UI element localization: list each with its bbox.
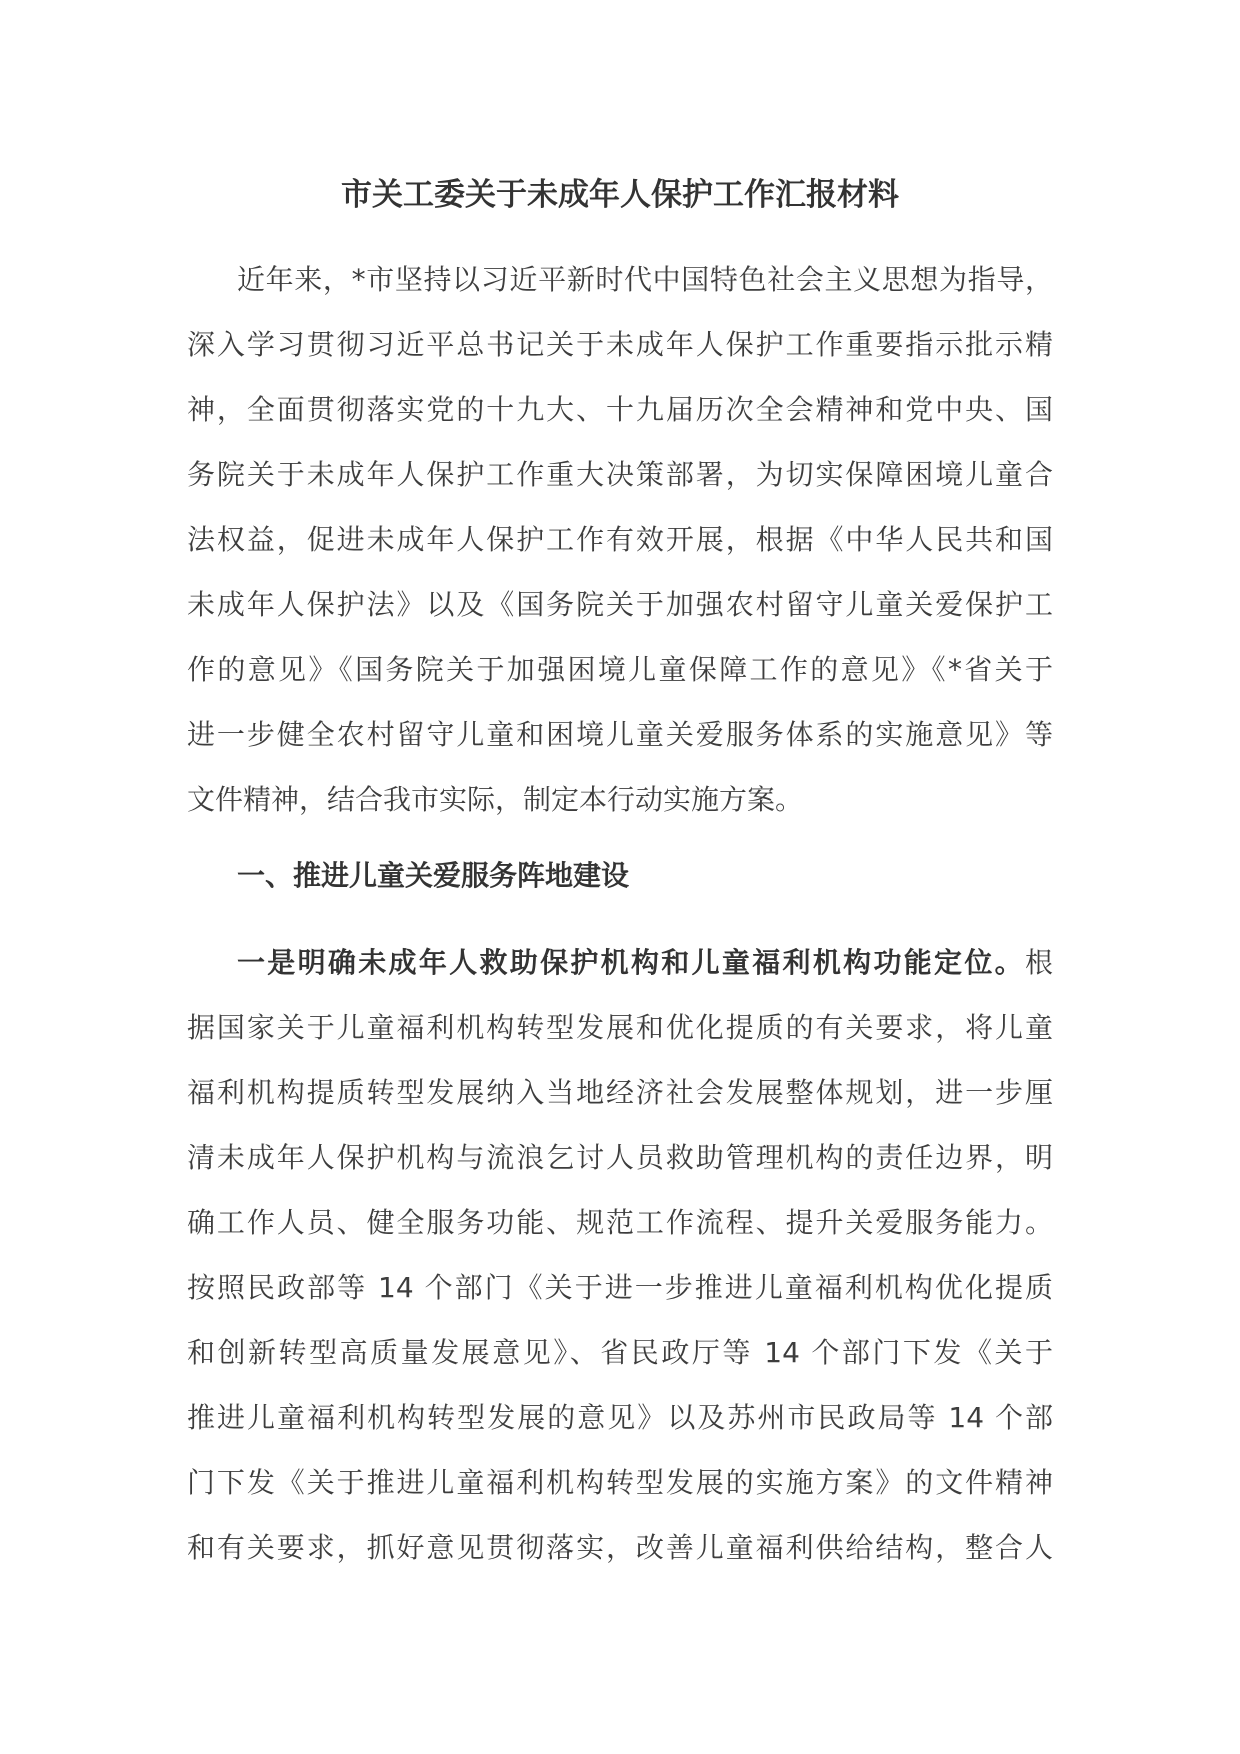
paragraph-line: 和创新转型高质量发展意见》、省民政厅等 14 个部门下发《关于 [187, 1336, 1053, 1369]
paragraph-line: 福利机构提质转型发展纳入当地经济社会发展整体规划，进一步厘 [187, 1076, 1053, 1109]
paragraph-line: 确工作人员、健全服务功能、规范工作流程、提升关爱服务能力。 [187, 1206, 1053, 1239]
paragraph-first-line [187, 930, 1053, 995]
document-title: 市关工委关于未成年人保护工作汇报材料 [341, 177, 899, 213]
lead-tail-text: 根 [1024, 946, 1053, 979]
paragraph-line: 进一步健全农村留守儿童和困境儿童关爱服务体系的实施意见》等 [187, 718, 1053, 751]
paragraph-line: 作的意见》《国务院关于加强困境儿童保障工作的意见》《*省关于 [187, 653, 1053, 686]
section-heading-text: 一、推进儿童关爱服务阵地建设 [237, 859, 630, 892]
paragraph-line: 推进儿童福利机构转型发展的意见》以及苏州市民政局等 14 个部 [187, 1401, 1053, 1434]
paragraph-line: 深入学习贯彻习近平总书记关于未成年人保护工作重要指示批示精 [187, 328, 1053, 361]
bold-lead-text: 一是明确未成年人救助保护机构和儿童福利机构功能定位。 [237, 946, 1025, 979]
paragraph-line: 门下发《关于推进儿童福利机构转型发展的实施方案》的文件精神 [187, 1466, 1053, 1499]
paragraph-line: 神，全面贯彻落实党的十九大、十九届历次全会精神和党中央、国 [187, 393, 1053, 426]
paragraph-line: 近年来，*市坚持以习近平新时代中国特色社会主义思想为指导， [237, 263, 1053, 296]
paragraph-line: 清未成年人保护机构与流浪乞讨人员救助管理机构的责任边界，明 [187, 1141, 1053, 1174]
paragraph-line: 务院关于未成年人保护工作重大决策部署，为切实保障困境儿童合 [187, 458, 1053, 491]
paragraph-line: 和有关要求，抓好意见贯彻落实，改善儿童福利供给结构，整合人 [187, 1531, 1053, 1564]
paragraph-line: 据国家关于儿童福利机构转型发展和优化提质的有关要求，将儿童 [187, 1011, 1053, 1044]
section-paragraph [187, 930, 1053, 1580]
intro-paragraph [187, 247, 1053, 832]
paragraph-line: 法权益，促进未成年人保护工作有效开展，根据《中华人民共和国 [187, 523, 1053, 556]
paragraph-line: 未成年人保护法》以及《国务院关于加强农村留守儿童关爱保护工 [187, 588, 1053, 621]
paragraph-line: 文件精神，结合我市实际，制定本行动实施方案。 [187, 783, 804, 816]
paragraph-line: 按照民政部等 14 个部门《关于进一步推进儿童福利机构优化提质 [187, 1271, 1053, 1304]
section-heading [187, 843, 1053, 908]
